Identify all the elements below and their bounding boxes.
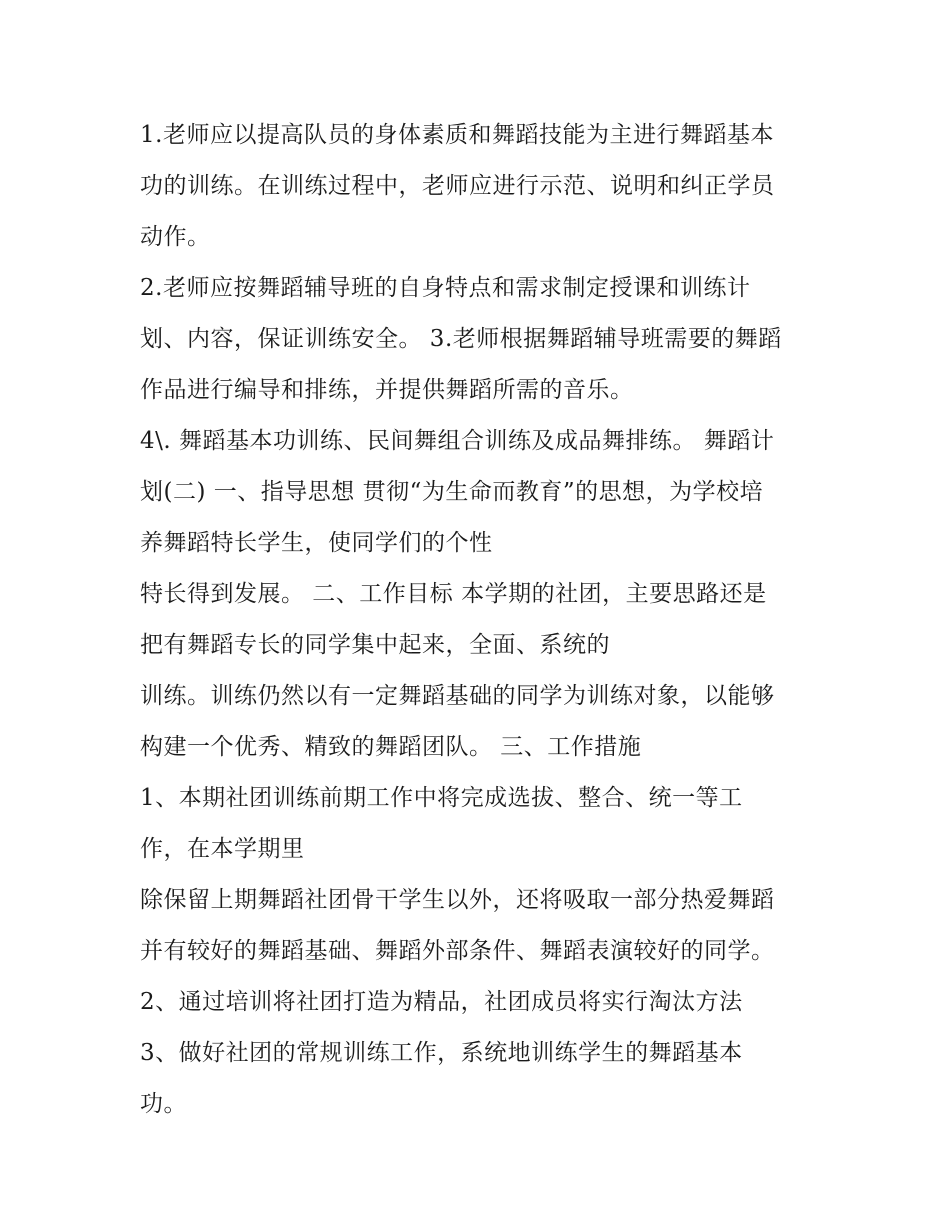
text-line: 作，在本学期里	[140, 836, 305, 862]
text-line: 训练。训练仍然以有一定舞蹈基础的同学为训练对象，以能够	[140, 683, 775, 709]
text-line: 划、内容，保证训练安全。 3.老师根据舞蹈辅导班需要的舞蹈	[140, 326, 782, 352]
text-line: 养舞蹈特长学生，使同学们的个性	[140, 530, 493, 556]
text-line: 除保留上期舞蹈社团骨干学生以外，还将吸取一部分热爱舞蹈	[140, 887, 775, 913]
text-line: 特长得到发展。 二、工作目标 本学期的社团，主要思路还是	[140, 581, 767, 607]
text-line: 并有较好的舞蹈基础、舞蹈外部条件、舞蹈表演较好的同学。	[140, 938, 775, 964]
text-line: 4\. 舞蹈基本功训练、民间舞组合训练及成品舞排练。 舞蹈计	[140, 428, 775, 454]
text-line: 动作。	[140, 224, 211, 250]
body-text	[140, 110, 840, 1130]
text-line: 2、通过培训将社团打造为精品，社团成员将实行淘汰方法	[140, 989, 743, 1015]
text-line: 功。	[140, 1091, 187, 1117]
text-line: 3、做好社团的常规训练工作，系统地训练学生的舞蹈基本	[140, 1040, 743, 1066]
text-line: 功的训练。在训练过程中，老师应进行示范、说明和纠正学员	[140, 173, 775, 199]
text-line: 作品进行编导和排练，并提供舞蹈所需的音乐。	[140, 377, 634, 403]
text-line: 划(二) 一、指导思想 贯彻“为生命而教育”的思想，为学校培	[140, 479, 764, 505]
text-line: 1.老师应以提高队员的身体素质和舞蹈技能为主进行舞蹈基本	[140, 122, 774, 148]
text-line: 构建一个优秀、精致的舞蹈团队。 三、工作措施	[140, 734, 642, 760]
text-line: 2.老师应按舞蹈辅导班的自身特点和需求制定授课和训练计	[140, 275, 751, 301]
text-line: 1、本期社团训练前期工作中将完成选拔、整合、统一等工	[140, 785, 743, 811]
text-line: 把有舞蹈专长的同学集中起来，全面、系统的	[140, 632, 610, 658]
